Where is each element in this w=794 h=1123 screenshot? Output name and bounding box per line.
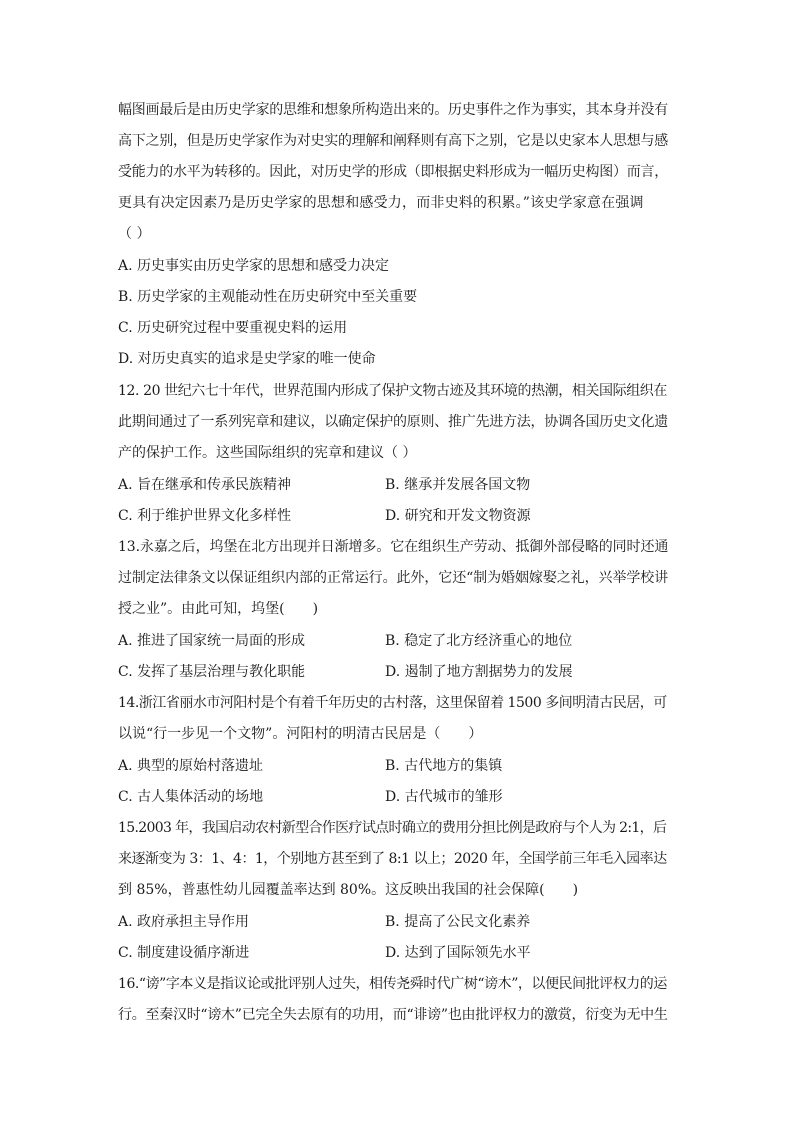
q11-option-b: B. 历史学家的主观能动性在历史研究中至关重要 bbox=[118, 289, 418, 305]
q15-stem-line-2: 来逐渐变为 3：1、4：1，个别地方甚至到了 8:1 以上；2020 年，全国学前三年毛入园率达 bbox=[118, 851, 667, 867]
q12-option-a: A. 旨在继承和传承民族精神 bbox=[118, 477, 292, 493]
q11-stem-line-2: 高下之别，但是历史学家作为对史实的理解和阐释则有高下之别，它是以史家本人思想与感 bbox=[118, 133, 668, 149]
q11-stem-line-1: 幅图画最后是由历史学家的思维和想象所构造出来的。历史事件之作为事实，其本身并没有 bbox=[118, 102, 668, 118]
q11-answer-bracket: （ ） bbox=[118, 226, 151, 242]
q12-option-b: B. 继承并发展各国文物 bbox=[385, 477, 531, 493]
q14-stem-line-1: 14.浙江省丽水市河阳村是个有着千年历史的古村落，这里保留着 1500 多间明清古民居，可 bbox=[118, 695, 667, 711]
q14-option-a: A. 典型的原始村落遗址 bbox=[118, 758, 264, 774]
q13-option-d: D. 遏制了地方割据势力的发展 bbox=[385, 664, 573, 680]
q11-stem-line-4: 更具有决定因素乃是历史学家的思想和感受力，而非史料的积累。”该史学家意在强调 bbox=[118, 195, 644, 211]
q14-stem-line-2: 以说“行一步见一个文物”。河阳村的明清古民居是（ ） bbox=[118, 726, 483, 742]
q12-stem-line-1: 12. 20 世纪六七十年代，世界范围内形成了保护文物古迹及其环境的热潮，相关国际组织在 bbox=[118, 383, 667, 399]
q12-option-d: D. 研究和开发文物资源 bbox=[385, 508, 531, 524]
q15-stem-line-1: 15.2003 年，我国启动农村新型合作医疗试点时确立的费用分担比例是政府与个人为 2:1，后 bbox=[118, 820, 667, 836]
q15-option-b: B. 提高了公民文化素养 bbox=[385, 914, 531, 930]
q13-option-b: B. 稳定了北方经济重心的地位 bbox=[385, 633, 573, 649]
q15-option-a: A. 政府承担主导作用 bbox=[118, 914, 250, 930]
q14-option-c: C. 古人集体活动的场地 bbox=[118, 789, 264, 805]
q13-stem-line-2: 过制定法律条文以保证组织内部的正常运行。此外，它还“制为婚姻嫁娶之礼，兴举学校讲 bbox=[118, 570, 669, 586]
q15-option-c: C. 制度建设循序渐进 bbox=[118, 945, 250, 961]
q15-option-d: D. 达到了国际领先水平 bbox=[385, 945, 531, 961]
q14-option-d: D. 古代城市的雏形 bbox=[385, 789, 503, 805]
q13-option-a: A. 推进了国家统一局面的形成 bbox=[118, 633, 306, 649]
q12-stem-line-2: 此期间通过了一系列宪章和建议，以确定保护的原则、推广先进方法，协调各国历史文化遗 bbox=[118, 414, 668, 430]
q16-stem-line-2: 行。至秦汉时“谤木”已完全失去原有的功用，而“诽谤”也由批评权力的激赏，衍变为无中生 bbox=[118, 1007, 668, 1023]
q11-option-a: A. 历史事实由历史学家的思想和感受力决定 bbox=[118, 258, 390, 274]
q16-stem-line-1: 16.“谤”字本义是指议论或批评别人过失，相传尧舜时代广树“谤木”，以便民间批评权力的运 bbox=[118, 976, 667, 992]
q11-stem-line-3: 受能力的水平为转移的。因此，对历史学的形成（即根据史料形成为一幅历史构图）而言， bbox=[118, 164, 668, 180]
q13-option-c: C. 发挥了基层治理与教化职能 bbox=[118, 664, 306, 680]
q13-stem-line-1: 13.永嘉之后，坞堡在北方出现并日渐增多。它在组织生产劳动、抵御外部侵略的同时还通 bbox=[118, 539, 669, 555]
q15-stem-line-3: 到 85%，普惠性幼儿园覆盖率达到 80%。这反映出我国的社会保障( ) bbox=[118, 882, 579, 898]
q12-stem-line-3: 产的保护工作。这些国际组织的宪章和建议（ ） bbox=[118, 445, 417, 461]
q14-option-b: B. 古代地方的集镇 bbox=[385, 758, 503, 774]
q12-option-c: C. 利于维护世界文化多样性 bbox=[118, 508, 292, 524]
q11-option-d: D. 对历史真实的追求是史学家的唯一使命 bbox=[118, 351, 376, 367]
q11-option-c: C. 历史研究过程中要重视史料的运用 bbox=[118, 320, 348, 336]
q13-stem-line-3: 授之业”。由此可知，坞堡( ) bbox=[118, 601, 319, 617]
